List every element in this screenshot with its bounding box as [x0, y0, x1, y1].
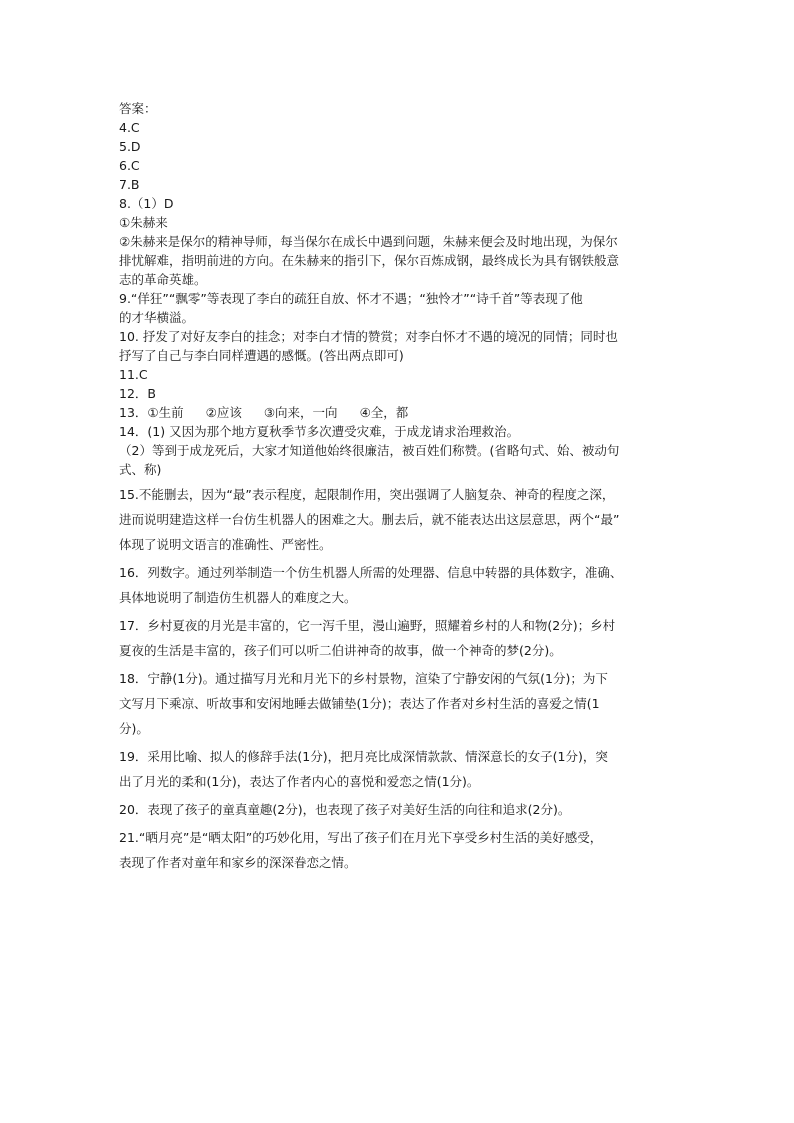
answer-9-line: 9.“佯狂”“飘零”等表现了李白的疏狂自放、怀才不遇；“独怜才”“诗千首”等表现了他 [119, 291, 583, 306]
answer-13-item: ②应该 [205, 405, 242, 420]
answer-18-line: 文写月下乘凉、听故事和安闲地睡去做铺垫(1分)；表达了作者对乡村生活的喜爱之情(1 [119, 696, 600, 711]
answer-21-line: 表现了作者对童年和家乡的深深眷恋之情。 [119, 855, 357, 870]
answer-8-a2-line: 排忧解难，指明前进的方向。在朱赫来的指引下，保尔百炼成钢，最终成长为具有钢铁般意 [119, 253, 620, 268]
answer-14-line: 14．(1) 又因为那个地方夏秋季节多次遭受灾难，于成龙请求治理救治。 [119, 424, 520, 439]
answer-11: 11.C [119, 367, 148, 382]
answer-4: 4.C [119, 120, 140, 135]
answer-document [119, 99, 685, 875]
answer-21-line: 21.“晒月亮”是“晒太阳”的巧妙化用，写出了孩子们在月光下享受乡村生活的美好感受， [119, 830, 603, 845]
answer-8-head: 8.（1）D [119, 196, 174, 211]
answer-16-line: 16．列数字。通过列举制造一个仿生机器人所需的处理器、信息中转器的具体数字，准确、 [119, 565, 623, 580]
answer-13-item: ④全，都 [359, 405, 409, 420]
answer-18-line: 分)。 [119, 721, 149, 736]
answer-17-line: 夏夜的生活是丰富的，孩子们可以听二伯讲神奇的故事，做一个神奇的梦(2分)。 [119, 643, 562, 658]
answer-20: 20．表现了孩子的童真童趣(2分)，也表现了孩子对美好生活的向往和追求(2分)。 [119, 802, 571, 817]
answer-10-line: 抒写了自己与李白同样遭遇的感慨。(答出两点即可) [119, 348, 404, 363]
answer-16-line: 具体地说明了制造仿生机器人的难度之大。 [119, 590, 357, 605]
answer-12: 12．B [119, 386, 156, 401]
answer-title: 答案： [119, 101, 157, 116]
answer-19-line: 19．采用比喻、拟人的修辞手法(1分)，把月亮比成深情款款、情深意长的女子(1分)，突 [119, 749, 608, 764]
answer-15-line: 15.不能删去，因为“最”表示程度，起限制作用，突出强调了人脑复杂、神奇的程度之深， [119, 487, 615, 502]
answer-14-line: （2）等到于成龙死后，大家才知道他始终很廉洁，被百姓们称赞。(省略句式、始、被动句 [119, 443, 620, 458]
answer-13-number: 13． [119, 405, 148, 420]
answer-13 [119, 403, 685, 422]
answer-5: 5.D [119, 139, 141, 154]
answer-8-a2-line: 志的革命英雄。 [119, 272, 207, 287]
answer-18-line: 18．宁静(1分)。通过描写月光和月光下的乡村景物，渲染了宁静安闲的气氛(1分)；为下 [119, 671, 608, 686]
answer-6: 6.C [119, 158, 140, 173]
answer-7: 7.B [119, 177, 140, 192]
answer-19-line: 出了月光的柔和(1分)，表达了作者内心的喜悦和爱恋之情(1分)。 [119, 774, 480, 789]
answer-15-line: 体现了说明文语言的准确性、严密性。 [119, 537, 332, 552]
answer-8-a1: ①朱赫来 [119, 215, 168, 230]
answer-9-line: 的才华横溢。 [119, 310, 195, 325]
answer-14-line: 式、称) [119, 462, 162, 477]
answer-13-item: ①生前 [147, 405, 184, 420]
answer-15-line: 进而说明建造这样一台仿生机器人的困难之大。删去后，就不能表达出这层意思，两个“最” [119, 512, 620, 527]
answer-17-line: 17．乡村夏夜的月光是丰富的，它一泻千里，漫山遍野，照耀着乡村的人和物(2分)；乡村 [119, 618, 616, 633]
answer-8-a2-line: ②朱赫来是保尔的精神导师，每当保尔在成长中遇到问题，朱赫来便会及时地出现，为保尔 [119, 234, 618, 249]
answer-13-item: ③向来，一向 [263, 405, 338, 420]
answer-10-line: 10. 抒发了对好友李白的挂念；对李白才情的赞赏；对李白怀才不遇的境况的同情；同时也 [119, 329, 618, 344]
